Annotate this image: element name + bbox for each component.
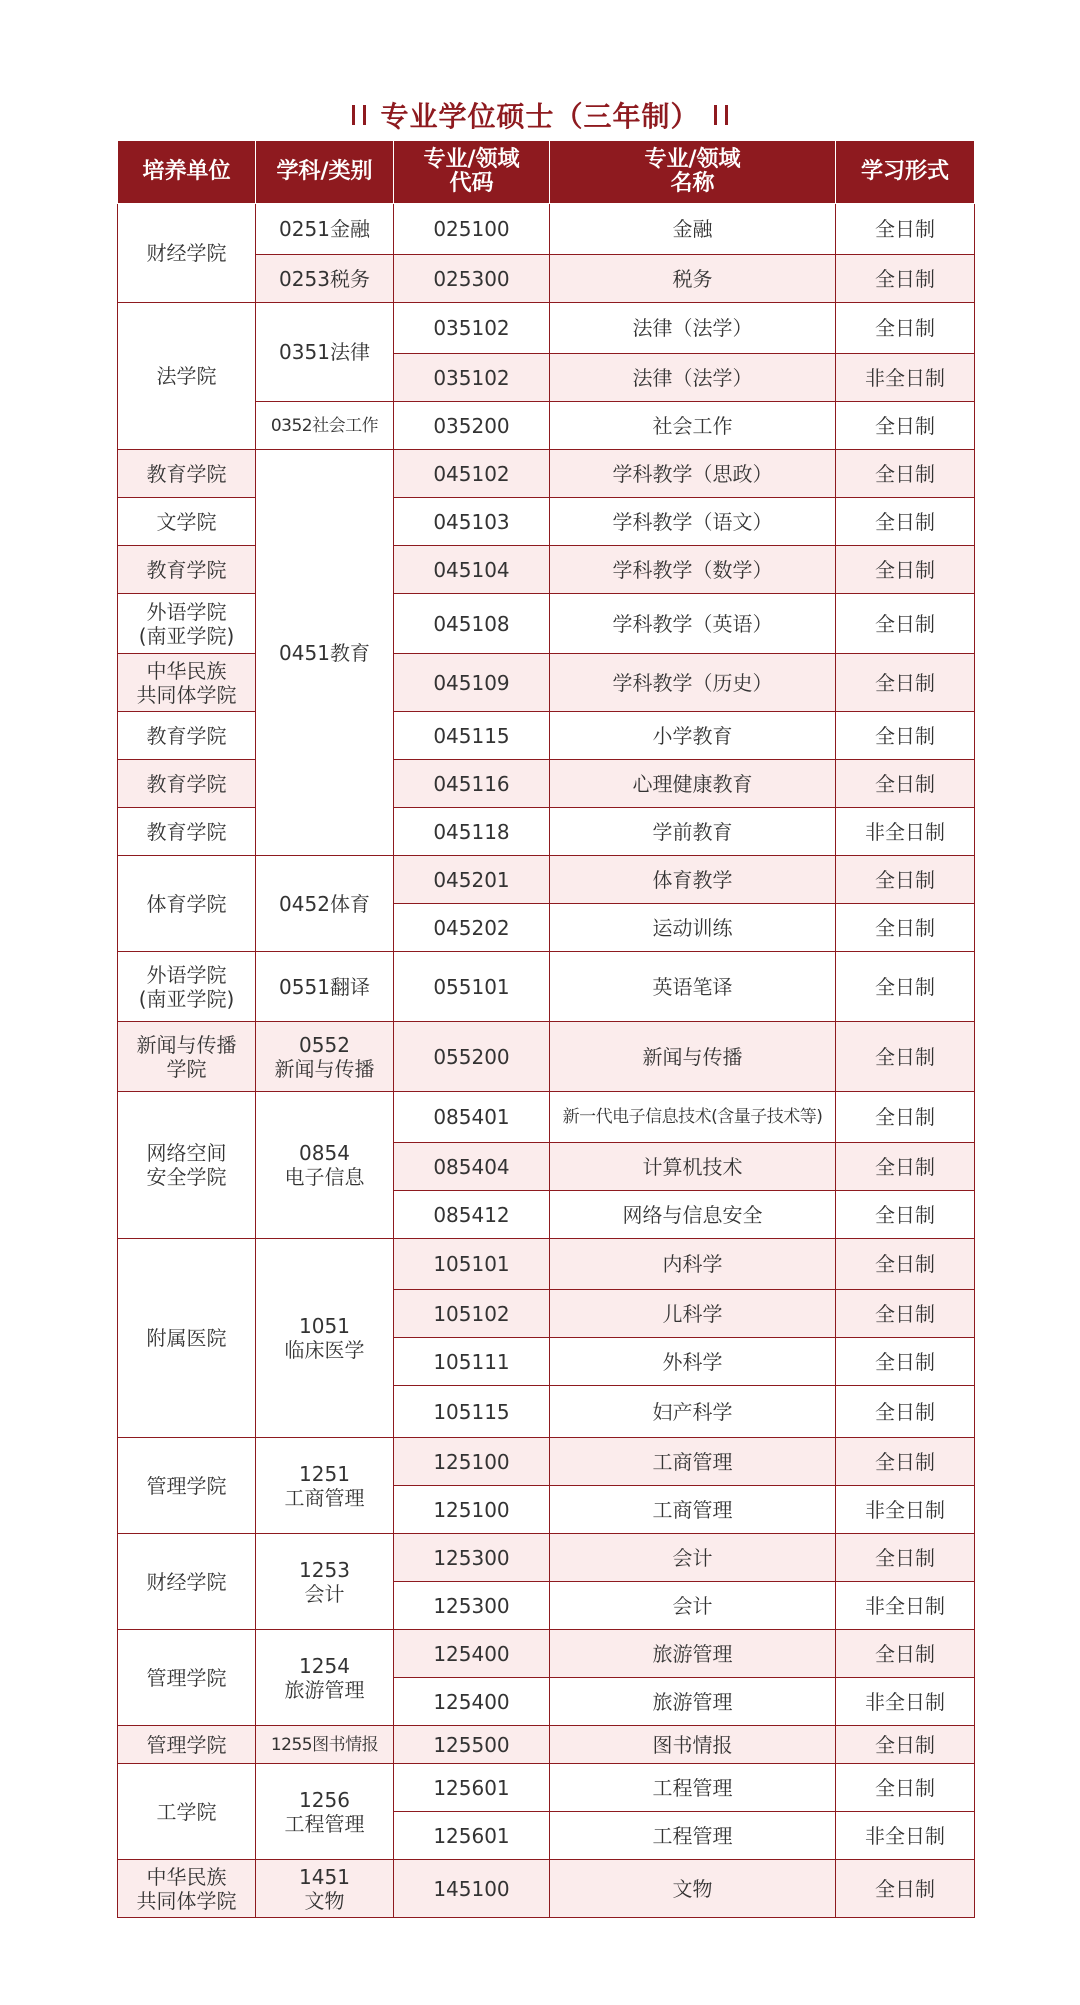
cell-mode: 全日制 <box>836 1764 975 1812</box>
table-header-row <box>118 141 975 204</box>
table-row <box>118 1092 975 1143</box>
table-row <box>118 303 975 354</box>
cell-code: 025300 <box>394 255 550 303</box>
cell-subject: 0451教育 <box>256 450 394 856</box>
header-subject: 学科/类别 <box>256 141 394 204</box>
cell-mode: 全日制 <box>836 1860 975 1918</box>
cell-subject: 0552 新闻与传播 <box>256 1022 394 1092</box>
cell-code: 105111 <box>394 1338 550 1386</box>
header-mode: 学习形式 <box>836 141 975 204</box>
cell-code: 085412 <box>394 1191 550 1239</box>
table-row <box>118 1534 975 1582</box>
cell-name: 图书情报 <box>550 1726 836 1764</box>
table-row <box>118 952 975 1022</box>
table-row <box>118 594 975 654</box>
header-unit: 培养单位 <box>118 141 256 204</box>
cell-mode: 全日制 <box>836 1239 975 1290</box>
cell-mode: 全日制 <box>836 1191 975 1239</box>
cell-mode: 非全日制 <box>836 808 975 856</box>
cell-subject: 1253 会计 <box>256 1534 394 1630</box>
cell-name: 社会工作 <box>550 402 836 450</box>
cell-code: 045108 <box>394 594 550 654</box>
cell-unit: 财经学院 <box>118 1534 256 1630</box>
cell-subject: 1256 工程管理 <box>256 1764 394 1860</box>
cell-name: 英语笔译 <box>550 952 836 1022</box>
cell-code: 045202 <box>394 904 550 952</box>
cell-code: 045109 <box>394 654 550 712</box>
cell-name: 运动训练 <box>550 904 836 952</box>
cell-code: 125601 <box>394 1812 550 1860</box>
cell-mode: 全日制 <box>836 1726 975 1764</box>
cell-unit: 管理学院 <box>118 1438 256 1534</box>
cell-mode: 全日制 <box>836 1386 975 1438</box>
cell-name: 会计 <box>550 1582 836 1630</box>
cell-unit: 法学院 <box>118 303 256 450</box>
cell-unit: 中华民族 共同体学院 <box>118 1860 256 1918</box>
cell-subject: 1255图书情报 <box>256 1726 394 1764</box>
cell-mode: 全日制 <box>836 1338 975 1386</box>
cell-code: 045103 <box>394 498 550 546</box>
cell-mode: 非全日制 <box>836 1582 975 1630</box>
cell-mode: 全日制 <box>836 204 975 255</box>
cell-unit: 管理学院 <box>118 1630 256 1726</box>
cell-mode: 非全日制 <box>836 1812 975 1860</box>
cell-code: 125300 <box>394 1534 550 1582</box>
table-row <box>118 1022 975 1092</box>
cell-name: 税务 <box>550 255 836 303</box>
cell-code: 085401 <box>394 1092 550 1143</box>
cell-code: 125400 <box>394 1678 550 1726</box>
table-row <box>118 1764 975 1812</box>
cell-unit: 体育学院 <box>118 856 256 952</box>
cell-code: 025100 <box>394 204 550 255</box>
cell-code: 105101 <box>394 1239 550 1290</box>
cell-name: 儿科学 <box>550 1290 836 1338</box>
cell-mode: 全日制 <box>836 1092 975 1143</box>
cell-name: 计算机技术 <box>550 1143 836 1191</box>
cell-subject: 1254 旅游管理 <box>256 1630 394 1726</box>
cell-name: 学科教学（思政） <box>550 450 836 498</box>
table-row <box>118 1438 975 1486</box>
table-row <box>118 1726 975 1764</box>
cell-unit: 教育学院 <box>118 450 256 498</box>
table-row <box>118 856 975 904</box>
table-row <box>118 1239 975 1290</box>
cell-unit: 教育学院 <box>118 546 256 594</box>
cell-unit: 教育学院 <box>118 712 256 760</box>
cell-mode: 非全日制 <box>836 1678 975 1726</box>
cell-name: 旅游管理 <box>550 1630 836 1678</box>
cell-code: 125100 <box>394 1486 550 1534</box>
cell-name: 旅游管理 <box>550 1678 836 1726</box>
cell-unit: 外语学院 (南亚学院) <box>118 952 256 1022</box>
table-row <box>118 204 975 255</box>
cell-code: 035102 <box>394 354 550 402</box>
cell-unit: 外语学院 (南亚学院) <box>118 594 256 654</box>
cell-mode: 全日制 <box>836 856 975 904</box>
cell-subject: 0452体育 <box>256 856 394 952</box>
page-title: 专业学位硕士（三年制） <box>380 100 700 133</box>
cell-mode: 全日制 <box>836 1290 975 1338</box>
cell-mode: 非全日制 <box>836 1486 975 1534</box>
cell-subject: 0251金融 <box>256 204 394 255</box>
table-row <box>118 546 975 594</box>
cell-name: 体育教学 <box>550 856 836 904</box>
cell-mode: 全日制 <box>836 1143 975 1191</box>
cell-code: 055200 <box>394 1022 550 1092</box>
cell-code: 045118 <box>394 808 550 856</box>
cell-unit: 教育学院 <box>118 760 256 808</box>
cell-mode: 全日制 <box>836 952 975 1022</box>
header-code: 专业/领域 代码 <box>394 141 550 204</box>
cell-code: 045104 <box>394 546 550 594</box>
cell-code: 105102 <box>394 1290 550 1338</box>
cell-name: 学科教学（英语） <box>550 594 836 654</box>
cell-code: 045115 <box>394 712 550 760</box>
cell-code: 045201 <box>394 856 550 904</box>
cell-name: 网络与信息安全 <box>550 1191 836 1239</box>
page-title-bar <box>0 92 1080 138</box>
cell-unit: 管理学院 <box>118 1726 256 1764</box>
cell-mode: 全日制 <box>836 498 975 546</box>
cell-mode: 全日制 <box>836 712 975 760</box>
cell-subject: 1251 工商管理 <box>256 1438 394 1534</box>
table-row <box>118 712 975 760</box>
cell-name: 工程管理 <box>550 1812 836 1860</box>
cell-name: 会计 <box>550 1534 836 1582</box>
cell-subject: 0351法律 <box>256 303 394 402</box>
cell-subject: 0854 电子信息 <box>256 1092 394 1239</box>
cell-code: 145100 <box>394 1860 550 1918</box>
cell-code: 125601 <box>394 1764 550 1812</box>
cell-mode: 非全日制 <box>836 354 975 402</box>
table-row <box>118 654 975 712</box>
cell-unit: 工学院 <box>118 1764 256 1860</box>
table-row <box>118 1860 975 1918</box>
cell-subject: 1451 文物 <box>256 1860 394 1918</box>
cell-code: 045102 <box>394 450 550 498</box>
cell-name: 学前教育 <box>550 808 836 856</box>
cell-name: 心理健康教育 <box>550 760 836 808</box>
cell-name: 学科教学（语文） <box>550 498 836 546</box>
cell-unit: 中华民族 共同体学院 <box>118 654 256 712</box>
cell-mode: 全日制 <box>836 760 975 808</box>
cell-code: 085404 <box>394 1143 550 1191</box>
table-row <box>118 760 975 808</box>
cell-unit: 新闻与传播 学院 <box>118 1022 256 1092</box>
cell-mode: 全日制 <box>836 303 975 354</box>
cell-unit: 财经学院 <box>118 204 256 303</box>
cell-mode: 全日制 <box>836 255 975 303</box>
cell-code: 035102 <box>394 303 550 354</box>
cell-mode: 全日制 <box>836 904 975 952</box>
cell-name: 金融 <box>550 204 836 255</box>
cell-unit: 教育学院 <box>118 808 256 856</box>
cell-code: 055101 <box>394 952 550 1022</box>
cell-mode: 全日制 <box>836 546 975 594</box>
cell-code: 125100 <box>394 1438 550 1486</box>
cell-unit: 文学院 <box>118 498 256 546</box>
cell-mode: 全日制 <box>836 1630 975 1678</box>
cell-subject: 0352社会工作 <box>256 402 394 450</box>
cell-name: 工商管理 <box>550 1438 836 1486</box>
cell-code: 125300 <box>394 1582 550 1630</box>
cell-unit: 网络空间 安全学院 <box>118 1092 256 1239</box>
cell-name: 法律（法学） <box>550 354 836 402</box>
cell-mode: 全日制 <box>836 654 975 712</box>
program-table <box>117 140 975 1918</box>
cell-mode: 全日制 <box>836 1534 975 1582</box>
cell-code: 125500 <box>394 1726 550 1764</box>
cell-unit: 附属医院 <box>118 1239 256 1438</box>
table-row <box>118 808 975 856</box>
title-left-bars-icon <box>352 105 366 125</box>
cell-name: 法律（法学） <box>550 303 836 354</box>
cell-subject: 0253税务 <box>256 255 394 303</box>
cell-mode: 全日制 <box>836 450 975 498</box>
cell-name: 工程管理 <box>550 1764 836 1812</box>
cell-name: 学科教学（数学） <box>550 546 836 594</box>
table-row <box>118 1630 975 1678</box>
cell-name: 小学教育 <box>550 712 836 760</box>
cell-code: 035200 <box>394 402 550 450</box>
cell-mode: 全日制 <box>836 594 975 654</box>
cell-name: 工商管理 <box>550 1486 836 1534</box>
cell-code: 105115 <box>394 1386 550 1438</box>
cell-name: 新一代电子信息技术(含量子技术等) <box>550 1092 836 1143</box>
cell-code: 125400 <box>394 1630 550 1678</box>
cell-mode: 全日制 <box>836 1022 975 1092</box>
cell-mode: 全日制 <box>836 1438 975 1486</box>
cell-subject: 0551翻译 <box>256 952 394 1022</box>
cell-name: 内科学 <box>550 1239 836 1290</box>
header-name: 专业/领域 名称 <box>550 141 836 204</box>
cell-name: 学科教学（历史） <box>550 654 836 712</box>
cell-mode: 全日制 <box>836 402 975 450</box>
title-right-bars-icon <box>714 105 728 125</box>
table-row <box>118 450 975 498</box>
cell-subject: 1051 临床医学 <box>256 1239 394 1438</box>
cell-name: 文物 <box>550 1860 836 1918</box>
cell-code: 045116 <box>394 760 550 808</box>
cell-name: 妇产科学 <box>550 1386 836 1438</box>
cell-name: 新闻与传播 <box>550 1022 836 1092</box>
cell-name: 外科学 <box>550 1338 836 1386</box>
table-row <box>118 498 975 546</box>
